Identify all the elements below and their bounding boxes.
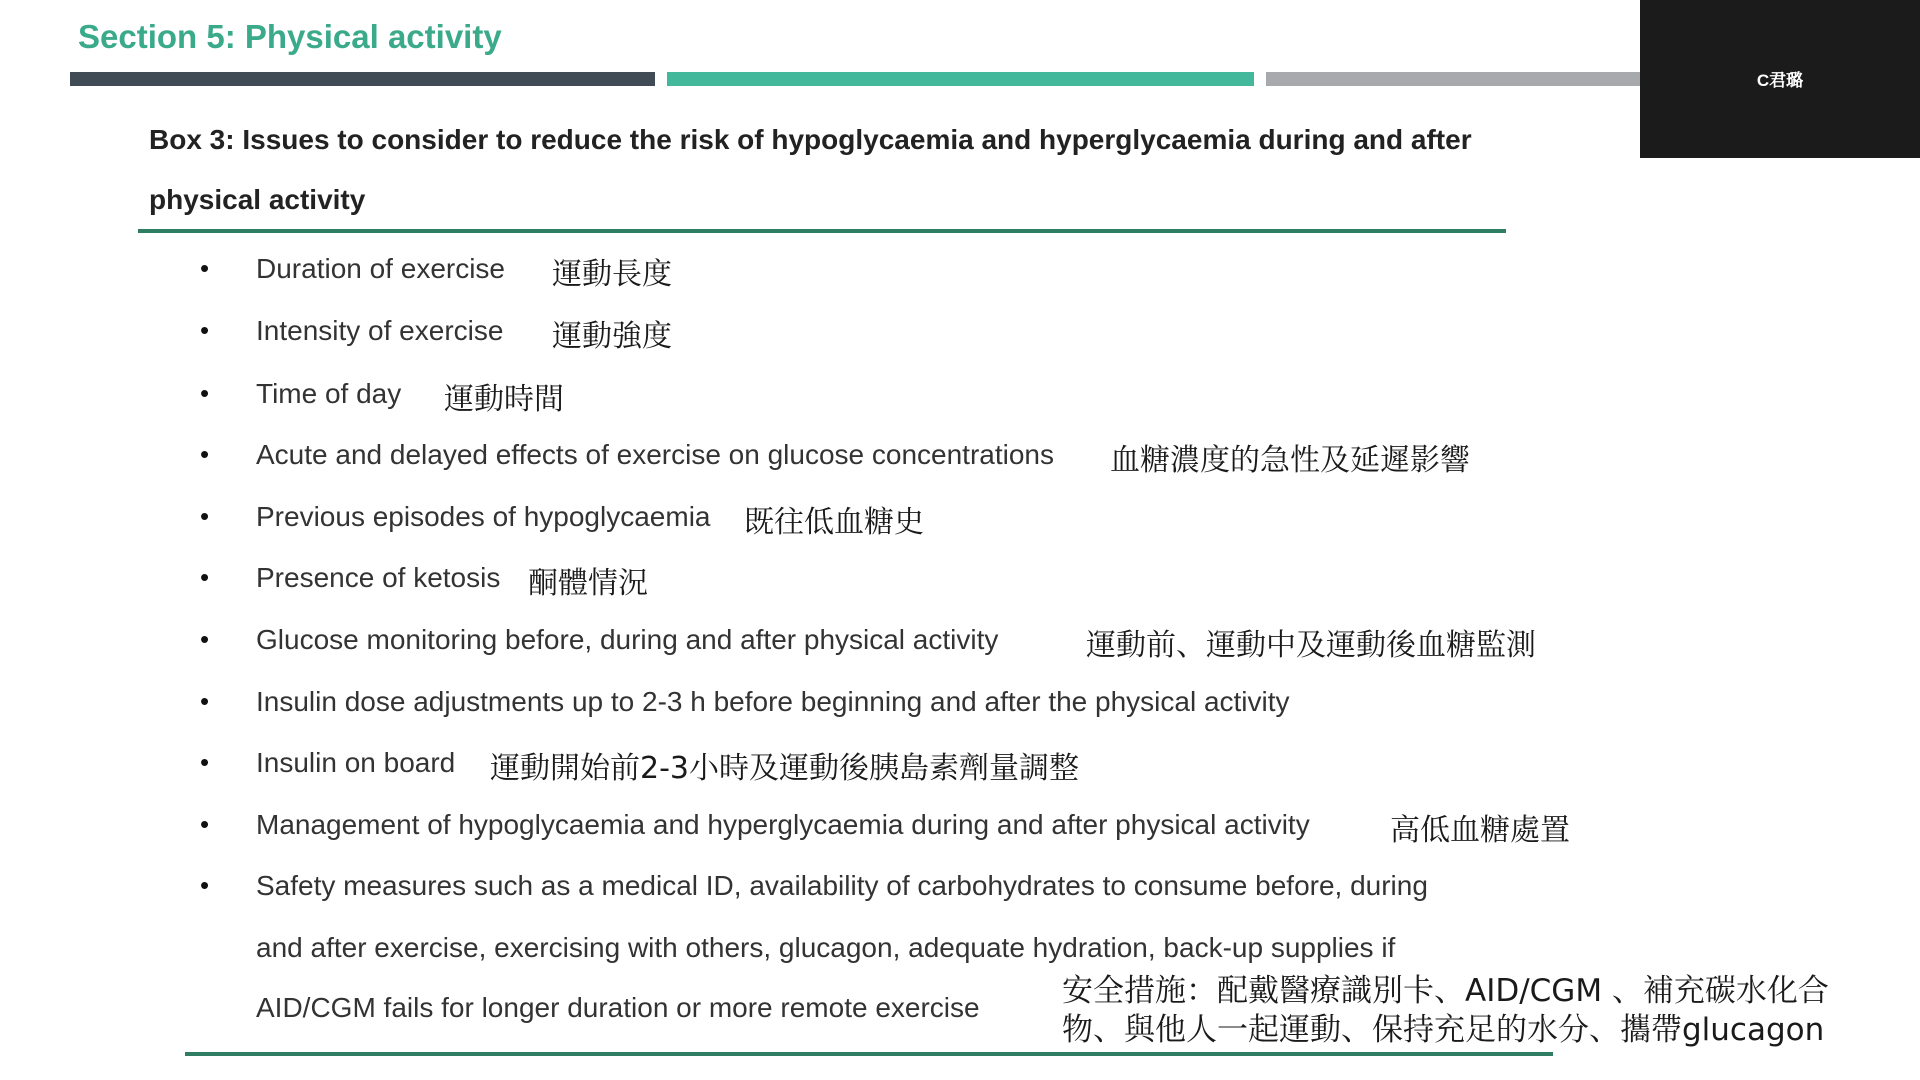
- item-text-zh: 運動前、運動中及運動後血糖監測: [1086, 628, 1536, 663]
- item-text-zh: 運動時間: [444, 382, 564, 417]
- bullet: •: [200, 624, 210, 654]
- safety-measures-zh-note: [1062, 972, 1872, 1050]
- item-text-en: Presence of ketosis: [256, 562, 501, 593]
- safety-measures-continuation-2: AID/CGM fails for longer duration or more remote exercise: [256, 992, 980, 1023]
- item-text-zh: 運動強度: [552, 319, 672, 354]
- box-bottom-rule: [185, 1052, 1553, 1056]
- item-text-zh: 血糖濃度的急性及延遲影響: [1110, 443, 1470, 478]
- section-title: Section 5: Physical activity: [78, 18, 502, 55]
- box-title: [149, 110, 1509, 230]
- bullet: •: [200, 870, 210, 900]
- bullet: •: [200, 378, 210, 408]
- item-text-en: Time of day: [256, 378, 402, 409]
- item-text-zh: 運動開始前2-3小時及運動後胰島素劑量調整: [490, 751, 1079, 786]
- bullet: •: [200, 686, 210, 716]
- item-text-en: Previous episodes of hypoglycaemia: [256, 501, 711, 532]
- bullet: •: [200, 809, 210, 839]
- header-bar-green: [667, 72, 1254, 86]
- bullet: •: [200, 315, 210, 345]
- safety-note-line-1: 安全措施：配戴醫療識別卡、AID/CGM 、補充碳水化合: [1062, 973, 1829, 1009]
- bullet: •: [200, 439, 210, 469]
- safety-measures-continuation-1: and after exercise, exercising with others, glucagon, adequate hydration, back-up supplies if: [256, 932, 1396, 963]
- box-top-rule: [138, 229, 1506, 233]
- item-text-zh: 運動長度: [552, 257, 672, 292]
- box-title-line-1: Box 3: Issues to consider to reduce the risk of hypoglycaemia and hyperglycaemia during and after: [149, 124, 1472, 155]
- item-text-zh: 高低血糖處置: [1390, 813, 1570, 848]
- participant-name: C君璐: [1756, 71, 1804, 90]
- safety-note-line-2: 物、與他人一起運動、保持充足的水分、攜帶glucagon: [1062, 1012, 1825, 1048]
- item-text-zh: 既往低血糖史: [744, 505, 924, 540]
- item-text-en: Acute and delayed effects of exercise on glucose concentrations: [256, 439, 1054, 470]
- box-title-line-2: physical activity: [149, 184, 366, 215]
- bullet: •: [200, 501, 210, 531]
- item-text-en: Insulin on board: [256, 747, 456, 778]
- item-text-en: Safety measures such as a medical ID, availability of carbohydrates to consume before, during: [256, 870, 1428, 901]
- item-text-en: Glucose monitoring before, during and after physical activity: [256, 624, 999, 655]
- participant-video-tile[interactable]: [1640, 0, 1920, 158]
- bullet: •: [200, 747, 210, 777]
- item-text-en: Intensity of exercise: [256, 315, 504, 346]
- bullet: •: [200, 253, 210, 283]
- item-text-zh: 酮體情況: [528, 566, 648, 601]
- item-text-en: Duration of exercise: [256, 253, 506, 284]
- item-text-en: Insulin dose adjustments up to 2-3 h before beginning and after the physical activity: [256, 686, 1290, 717]
- header-bar-dark: [70, 72, 655, 86]
- item-text-en: Management of hypoglycaemia and hyperglycaemia during and after physical activity: [256, 809, 1310, 840]
- bullet: •: [200, 562, 210, 592]
